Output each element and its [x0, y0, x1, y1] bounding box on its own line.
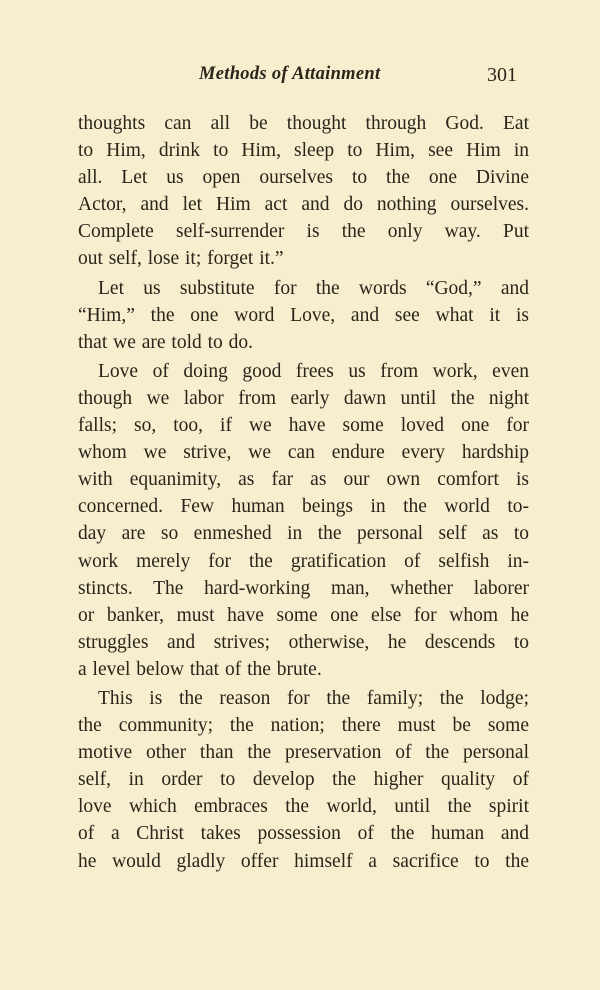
text-line: he would gladly offer himself a sacrifice to the: [78, 850, 529, 872]
text-line: Let us substitute for the words “God,” and: [98, 277, 529, 299]
text-line: Love of doing good frees us from work, even: [98, 360, 529, 382]
page-number: 301: [487, 64, 517, 86]
page-header: [0, 64, 600, 88]
text-line: though we labor from early dawn until the night: [78, 387, 529, 409]
text-line: struggles and strives; otherwise, he descends to: [78, 631, 529, 653]
text-line: Actor, and let Him act and do nothing ourselves.: [78, 194, 529, 216]
text-line: out self, lose it; forget it.”: [78, 248, 284, 270]
text-line: day are so enmeshed in the personal self as to: [78, 523, 529, 545]
text-line: falls; so, too, if we have some loved one for: [78, 415, 529, 437]
text-line: “Him,” the one word Love, and see what it is: [78, 304, 529, 326]
text-line: stincts. The hard-working man, whether laborer: [78, 577, 529, 599]
text-line: of a Christ takes possession of the human and: [78, 823, 529, 845]
page-body-text: [78, 110, 529, 875]
text-line: all. Let us open ourselves to the one Divine: [78, 167, 529, 189]
text-line: to Him, drink to Him, sleep to Him, see Him in: [78, 140, 529, 162]
text-line: whom we strive, we can endure every hardship: [78, 442, 529, 464]
text-line: work merely for the gratification of selfish in-: [78, 550, 529, 572]
text-line: This is the reason for the family; the lodge;: [98, 687, 529, 709]
text-line: love which embraces the world, until the spirit: [78, 796, 529, 818]
text-line: with equanimity, as far as our own comfort is: [78, 469, 529, 491]
text-line: self, in order to develop the higher quality of: [78, 769, 529, 791]
text-line: a level below that of the brute.: [78, 658, 322, 680]
text-line: or banker, must have some one else for whom he: [78, 604, 529, 626]
text-line: the community; the nation; there must be some: [78, 715, 529, 737]
text-line: that we are told to do.: [78, 331, 254, 353]
text-line: thoughts can all be thought through God. Eat: [78, 113, 529, 134]
text-line: concerned. Few human beings in the world to-: [78, 496, 529, 518]
running-title: Methods of Attainment: [199, 64, 381, 84]
text-line: motive other than the preservation of the personal: [78, 742, 529, 764]
text-line: Complete self-surrender is the only way. Put: [78, 221, 529, 243]
